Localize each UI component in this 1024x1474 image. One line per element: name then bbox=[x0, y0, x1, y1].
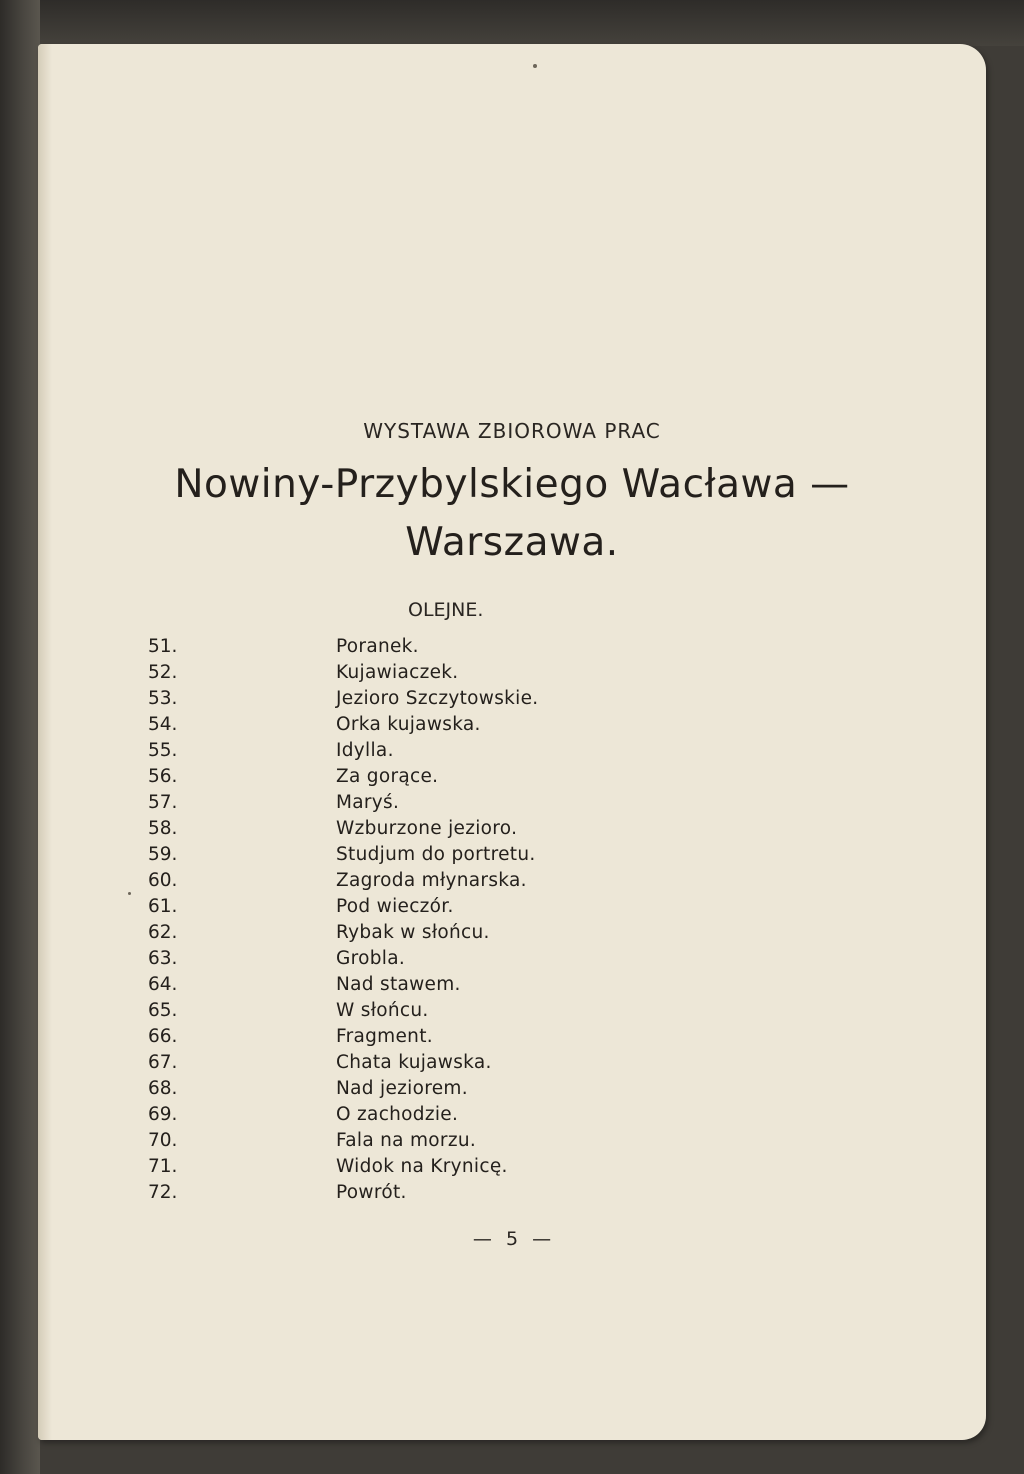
catalog-entry bbox=[38, 842, 986, 868]
entry-title: Zagroda młynarska. bbox=[336, 870, 527, 891]
entry-title: Idylla. bbox=[336, 740, 394, 761]
entry-title: Jezioro Szczytowskie. bbox=[336, 688, 539, 709]
catalog-entry bbox=[38, 712, 986, 738]
entry-title: Wzburzone jezioro. bbox=[336, 818, 518, 839]
city-name: Warszawa. bbox=[405, 520, 619, 565]
catalog-entry bbox=[38, 1076, 986, 1102]
entry-title: Kujawiaczek. bbox=[336, 662, 459, 683]
entry-number: 61. bbox=[148, 896, 178, 917]
paper-speck bbox=[533, 64, 537, 68]
catalog-entry bbox=[38, 738, 986, 764]
entry-title: Pod wieczór. bbox=[336, 896, 454, 917]
catalog-entry bbox=[38, 868, 986, 894]
entry-title: Studjum do portretu. bbox=[336, 844, 536, 865]
entry-title: Powrót. bbox=[336, 1182, 407, 1203]
entry-number: 58. bbox=[148, 818, 178, 839]
catalog-entry bbox=[38, 946, 986, 972]
catalog-entry bbox=[38, 894, 986, 920]
catalog-entry bbox=[38, 1154, 986, 1180]
catalog-entry bbox=[38, 1024, 986, 1050]
entry-number: 64. bbox=[148, 974, 178, 995]
book-spine-edge bbox=[0, 0, 40, 1474]
entry-number: 70. bbox=[148, 1130, 178, 1151]
entry-title: Widok na Krynicę. bbox=[336, 1156, 508, 1177]
catalog-entry bbox=[38, 686, 986, 712]
scan-top-edge bbox=[0, 0, 1024, 46]
entry-title: Poranek. bbox=[336, 636, 419, 657]
entry-number: 65. bbox=[148, 1000, 178, 1021]
catalog-entry bbox=[38, 972, 986, 998]
catalog-entry bbox=[38, 920, 986, 946]
page-number: — 5 — bbox=[472, 1228, 552, 1250]
catalog-entry bbox=[38, 816, 986, 842]
entry-number: 68. bbox=[148, 1078, 178, 1099]
entry-number: 53. bbox=[148, 688, 178, 709]
catalog-entry bbox=[38, 1050, 986, 1076]
entry-title: Nad jeziorem. bbox=[336, 1078, 468, 1099]
section-heading: OLEJNE. bbox=[408, 599, 484, 621]
entry-title: Grobla. bbox=[336, 948, 406, 969]
entry-number: 60. bbox=[148, 870, 178, 891]
entry-title: Nad stawem. bbox=[336, 974, 461, 995]
catalog-entry bbox=[38, 1102, 986, 1128]
entry-title: Rybak w słońcu. bbox=[336, 922, 490, 943]
catalog-entry bbox=[38, 998, 986, 1024]
entry-title: Orka kujawska. bbox=[336, 714, 481, 735]
entry-number: 56. bbox=[148, 766, 178, 787]
entry-title: Za gorące. bbox=[336, 766, 439, 787]
entry-number: 55. bbox=[148, 740, 178, 761]
entry-title: Fragment. bbox=[336, 1026, 433, 1047]
entry-title: Fala na morzu. bbox=[336, 1130, 477, 1151]
entry-number: 71. bbox=[148, 1156, 178, 1177]
entry-number: 72. bbox=[148, 1182, 178, 1203]
entry-number: 57. bbox=[148, 792, 178, 813]
entry-number: 52. bbox=[148, 662, 178, 683]
entry-number: 54. bbox=[148, 714, 178, 735]
entry-number: 67. bbox=[148, 1052, 178, 1073]
entry-title: O zachodzie. bbox=[336, 1104, 459, 1125]
entry-number: 59. bbox=[148, 844, 178, 865]
catalog-entry bbox=[38, 660, 986, 686]
entry-number: 62. bbox=[148, 922, 178, 943]
entry-title: W słońcu. bbox=[336, 1000, 429, 1021]
entry-number: 63. bbox=[148, 948, 178, 969]
entry-number: 51. bbox=[148, 636, 178, 657]
catalog-page bbox=[38, 44, 986, 1440]
catalog-entry bbox=[38, 764, 986, 790]
catalog-entry-list bbox=[38, 634, 986, 1206]
entry-title: Maryś. bbox=[336, 792, 400, 813]
catalog-entry bbox=[38, 1128, 986, 1154]
exhibition-label: WYSTAWA ZBIOROWA PRAC bbox=[363, 419, 661, 443]
artist-name: Nowiny-Przybylskiego Wacława — bbox=[174, 462, 850, 507]
catalog-entry bbox=[38, 634, 986, 660]
entry-number: 66. bbox=[148, 1026, 178, 1047]
catalog-entry bbox=[38, 1180, 986, 1206]
entry-number: 69. bbox=[148, 1104, 178, 1125]
entry-title: Chata kujawska. bbox=[336, 1052, 492, 1073]
catalog-entry bbox=[38, 790, 986, 816]
